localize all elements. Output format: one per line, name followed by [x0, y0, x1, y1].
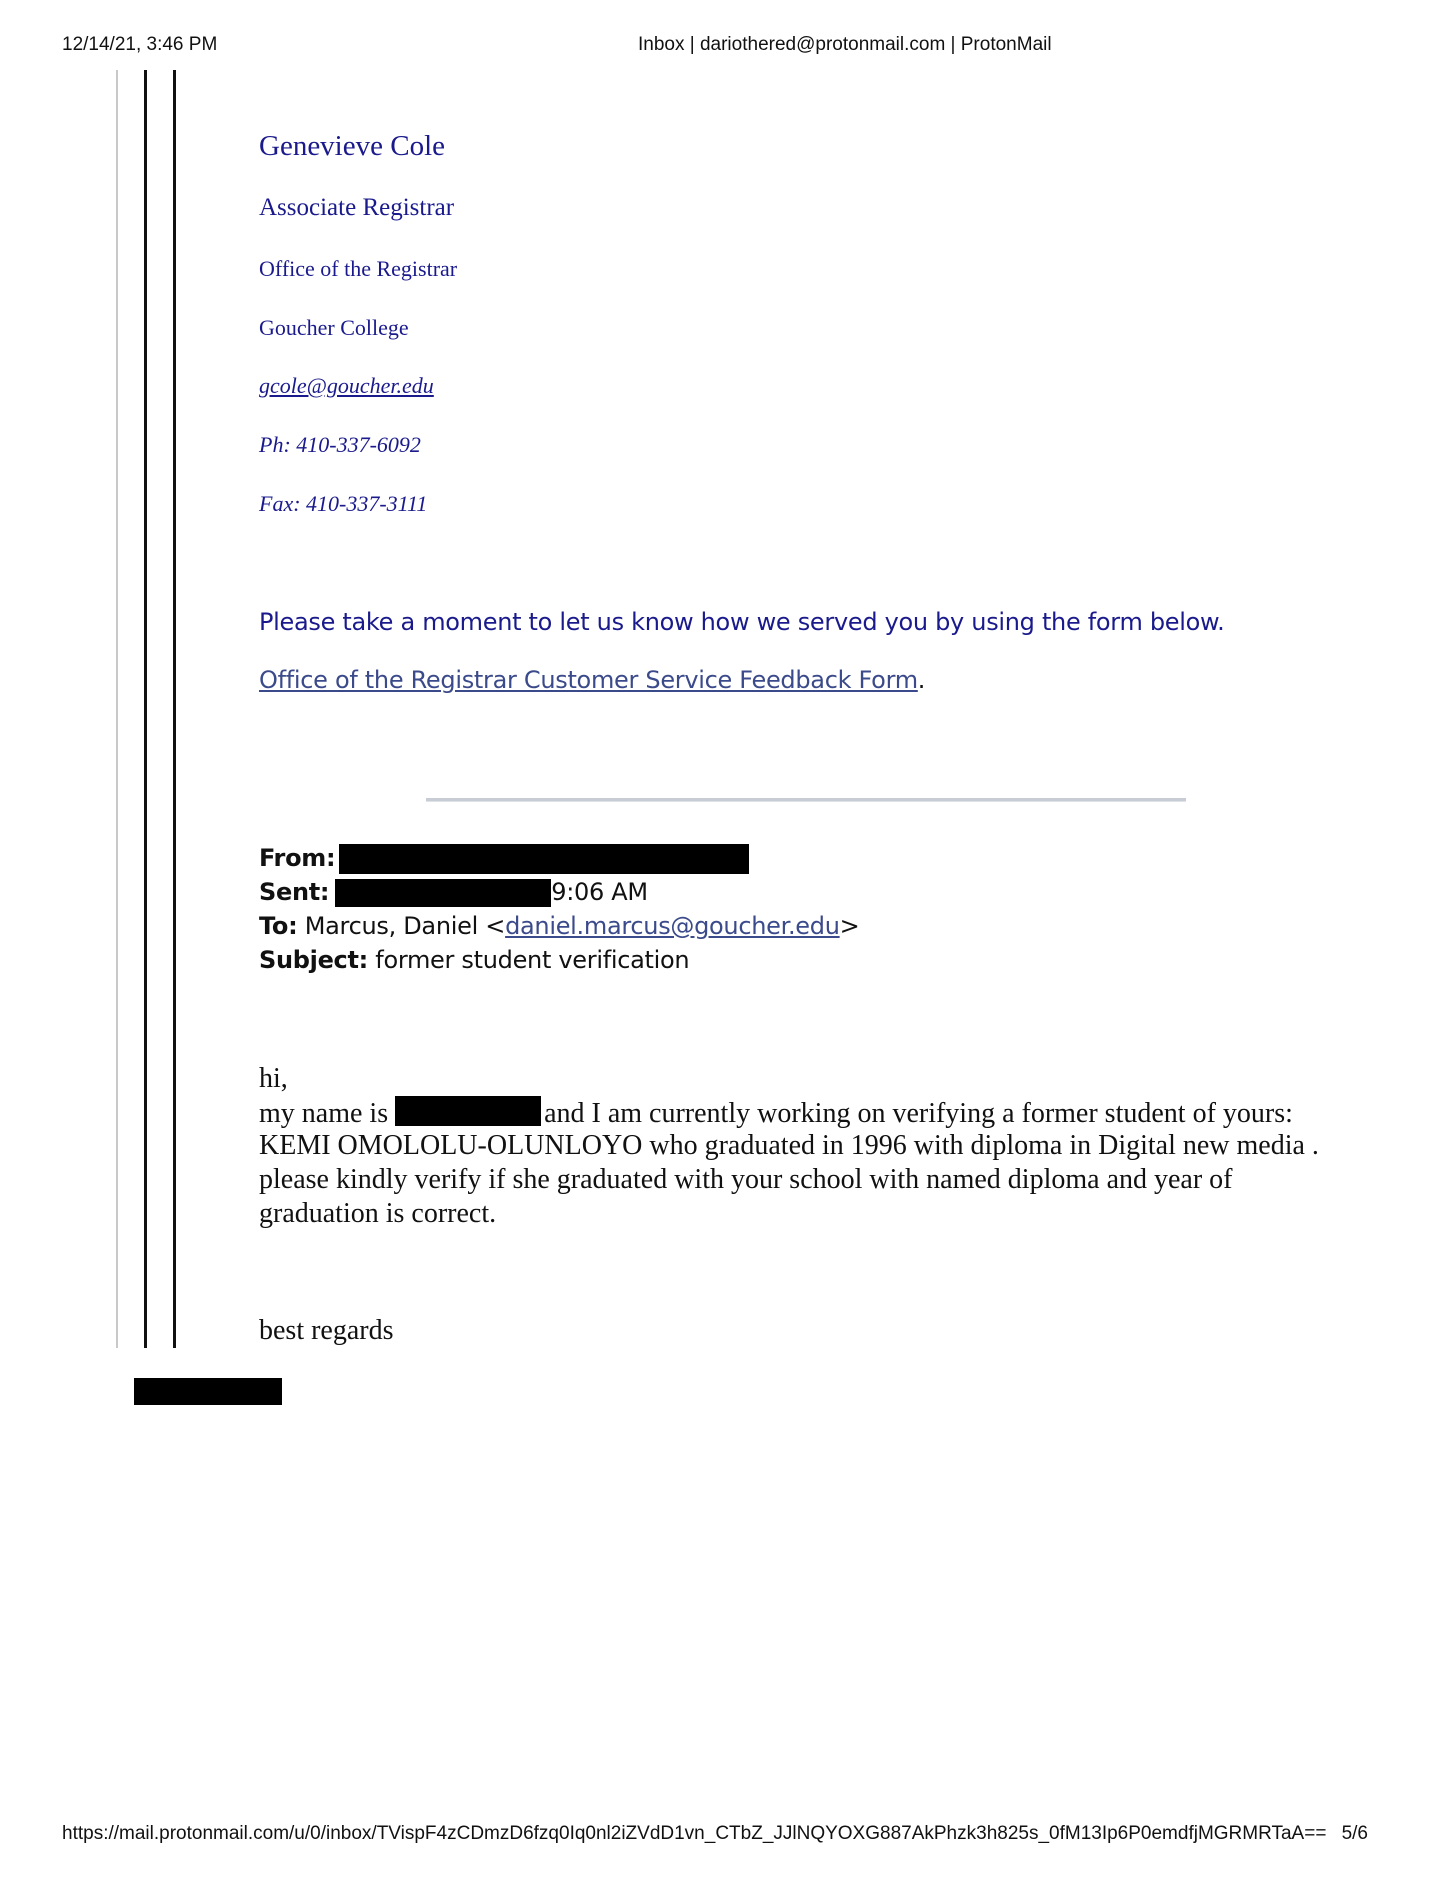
- message-line-1-prefix: my name is: [259, 1098, 396, 1129]
- message-greeting: hi,: [259, 1063, 288, 1094]
- print-page-number: 5/6: [1341, 1823, 1368, 1844]
- print-page-title: Inbox | dariothered@protonmail.com | ProtonMail: [638, 34, 1052, 55]
- signature-email-link[interactable]: gcole@goucher.edu: [259, 373, 434, 398]
- message-line-3: please kindly verify if she graduated with your school with named diploma and year of: [259, 1164, 1233, 1195]
- quote-bar-outer: [116, 70, 118, 1348]
- sent-label: Sent:: [259, 878, 330, 906]
- quote-bar-middle: [144, 70, 147, 1348]
- redaction-from: [339, 844, 749, 874]
- quoted-to-row: [259, 912, 859, 940]
- feedback-note: Please take a moment to let us know how we served you by using the form below.: [259, 608, 1225, 636]
- signature-name: Genevieve Cole: [259, 130, 446, 162]
- to-close: >: [839, 912, 860, 940]
- feedback-form-link[interactable]: Office of the Registrar Customer Service Feedback Form: [259, 666, 918, 694]
- message-closing: best regards: [259, 1315, 394, 1346]
- message-line-1-suffix: and I am currently working on verifying a former student of yours:: [544, 1098, 1293, 1129]
- from-label: From:: [259, 844, 336, 872]
- feedback-trailing-period: .: [917, 666, 926, 694]
- print-datetime: 12/14/21, 3:46 PM: [62, 34, 218, 55]
- print-url: https://mail.protonmail.com/u/0/inbox/TVispF4zCDmzD6fzq0Iq0nl2iZVdD1vn_CTbZ_JJlNQYOXG887AkPhzk3h825s_0fM13Ip6P0emdfjMGRMRTaA==: [62, 1823, 1327, 1844]
- signature-college: Goucher College: [259, 315, 409, 340]
- subject-label: Subject:: [259, 946, 368, 974]
- redaction-signature: [134, 1378, 282, 1405]
- redaction-sent-date: [335, 879, 551, 907]
- to-name: Marcus, Daniel <: [304, 912, 506, 940]
- quoted-sent-row: [259, 878, 648, 907]
- signature-phone: Ph: 410-337-6092: [259, 432, 421, 457]
- to-email-link[interactable]: daniel.marcus@goucher.edu: [505, 912, 840, 940]
- signature-office: Office of the Registrar: [259, 256, 458, 281]
- sent-time: 9:06 AM: [551, 878, 648, 906]
- subject-text: former student verification: [375, 946, 690, 974]
- print-footer: [62, 1823, 1394, 1847]
- quoted-from-row: [259, 844, 749, 874]
- signature-fax: Fax: 410-337-3111: [259, 491, 428, 516]
- redaction-name: [395, 1096, 541, 1126]
- message-line-2: KEMI OMOLOLU-OLUNLOYO who graduated in 1996 with diploma in Digital new media .: [259, 1130, 1319, 1161]
- message-line-1: [259, 1096, 1293, 1130]
- quote-bar-inner: [173, 70, 176, 1348]
- to-label: To:: [259, 912, 298, 940]
- message-line-4: graduation is correct.: [259, 1198, 497, 1229]
- quote-separator: [426, 798, 1186, 802]
- quoted-subject-row: [259, 946, 689, 974]
- signature-role: Associate Registrar: [259, 194, 455, 221]
- print-header: [62, 34, 1394, 58]
- feedback-link-row: [259, 666, 925, 694]
